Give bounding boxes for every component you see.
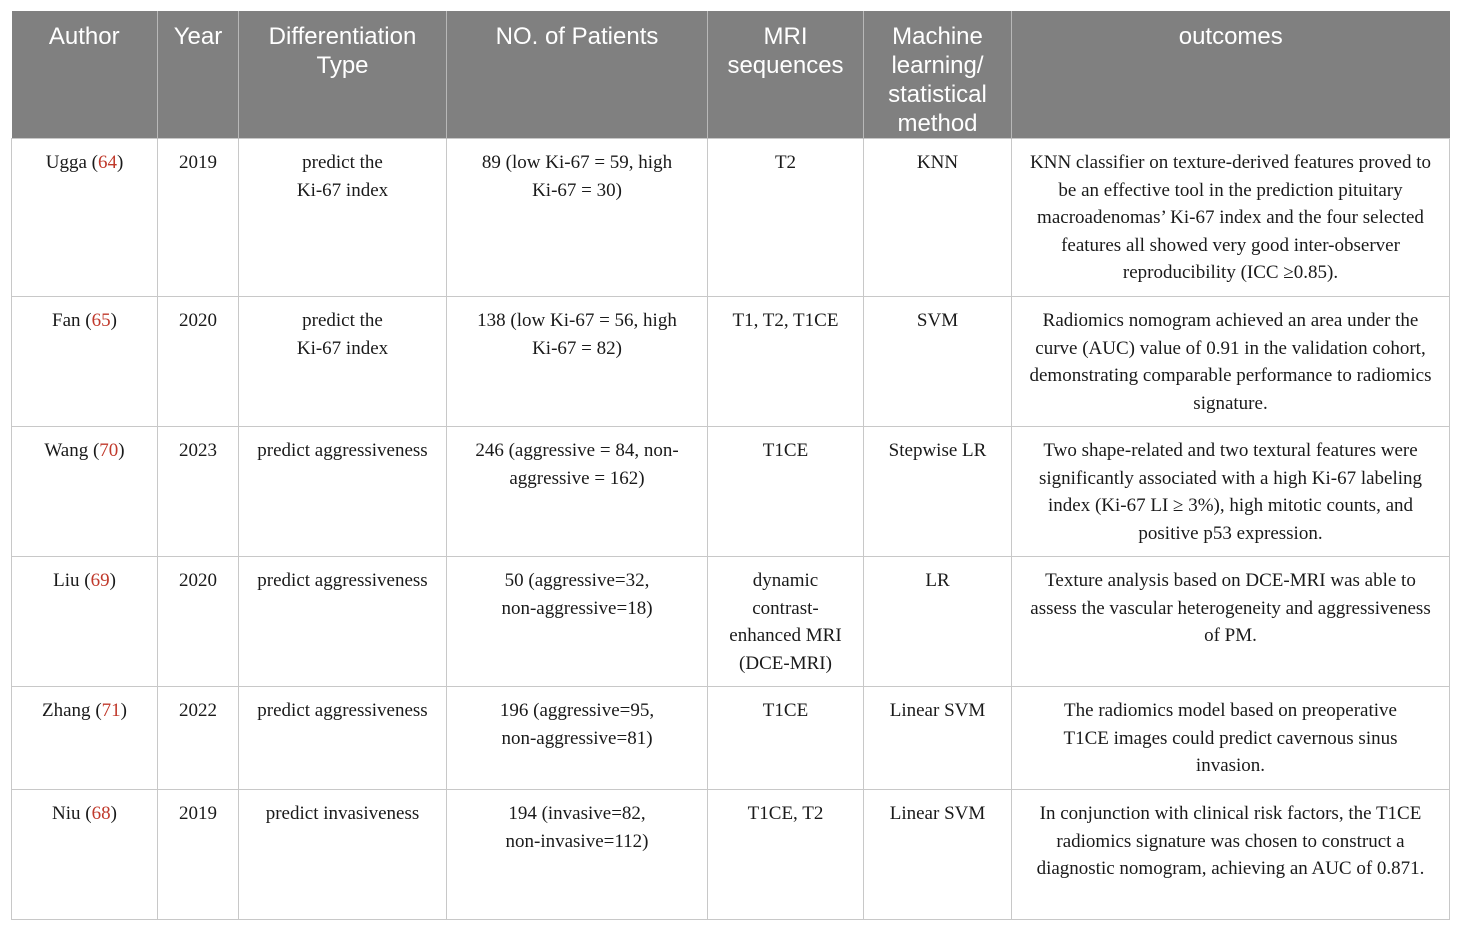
header-year: Year: [158, 11, 239, 139]
author-cell: Wang (70): [12, 427, 158, 557]
patients-cell: 89 (low Ki-67 = 59, high Ki-67 = 30): [447, 139, 708, 297]
study-table: [11, 11, 1450, 920]
table-row: [12, 557, 1450, 687]
year-cell: 2020: [158, 557, 239, 687]
reference-link[interactable]: 65: [91, 310, 111, 331]
outcome-cell: In conjunction with clinical risk factors, the T1CE radiomics signature was chosen to construct a diagnostic nomogram, achieving an AUC of 0.871.: [1012, 790, 1450, 920]
type-cell: predict the Ki-67 index: [239, 139, 447, 297]
author-name: Liu: [53, 570, 80, 591]
year-cell: 2019: [158, 790, 239, 920]
author-cell: Zhang (71): [12, 687, 158, 790]
patients-cell: 138 (low Ki-67 = 56, high Ki-67 = 82): [447, 297, 708, 427]
method-cell: KNN: [864, 139, 1012, 297]
outcome-cell: Texture analysis based on DCE-MRI was able to assess the vascular heterogeneity and aggressiveness of PM.: [1012, 557, 1450, 687]
header-outcomes: outcomes: [1012, 11, 1450, 139]
header-no-of-patients: NO. of Patients: [447, 11, 708, 139]
patients-cell: 196 (aggressive=95, non-aggressive=81): [447, 687, 708, 790]
method-cell: Linear SVM: [864, 687, 1012, 790]
table-row: [12, 427, 1450, 557]
author-name: Fan: [52, 310, 81, 331]
header-method: Machine learning/ statistical method: [864, 11, 1012, 139]
method-cell: Linear SVM: [864, 790, 1012, 920]
mri-cell: T2: [708, 139, 864, 297]
mri-cell: T1CE: [708, 427, 864, 557]
author-cell: Ugga (64): [12, 139, 158, 297]
author-name: Wang: [44, 440, 89, 461]
method-cell: LR: [864, 557, 1012, 687]
header-author: Author: [12, 11, 158, 139]
reference-link[interactable]: 68: [91, 803, 111, 824]
author-name: Ugga: [45, 152, 87, 173]
table-row: [12, 297, 1450, 427]
mri-cell: dynamic contrast-enhanced MRI (DCE-MRI): [708, 557, 864, 687]
author-name: Zhang: [42, 700, 91, 721]
author-name: Niu: [52, 803, 81, 824]
type-cell: predict aggressiveness: [239, 427, 447, 557]
method-cell: Stepwise LR: [864, 427, 1012, 557]
reference-link[interactable]: 71: [101, 700, 121, 721]
outcome-cell: Two shape-related and two textural features were significantly associated with a high Ki-67 labeling index (Ki-67 LI ≥ 3%), high mitotic counts, and positive p53 expression.: [1012, 427, 1450, 557]
reference-link[interactable]: 69: [90, 570, 110, 591]
year-cell: 2020: [158, 297, 239, 427]
reference-link[interactable]: 64: [97, 152, 117, 173]
table-row: [12, 687, 1450, 790]
author-cell: Niu (68): [12, 790, 158, 920]
type-cell: predict the Ki-67 index: [239, 297, 447, 427]
header-differentiation-type: Differentiation Type: [239, 11, 447, 139]
outcome-cell: KNN classifier on texture-derived features proved to be an effective tool in the prediction pituitary macroadenomas’ Ki-67 index and the four selected features all showed very good inter-observer reproducibility (ICC ≥0.85).: [1012, 139, 1450, 297]
outcome-cell: The radiomics model based on preoperative T1CE images could predict cavernous sinus invasion.: [1012, 687, 1450, 790]
year-cell: 2022: [158, 687, 239, 790]
table-row: [12, 790, 1450, 920]
patients-cell: 246 (aggressive = 84, non-aggressive = 162): [447, 427, 708, 557]
type-cell: predict invasiveness: [239, 790, 447, 920]
patients-cell: 50 (aggressive=32, non-aggressive=18): [447, 557, 708, 687]
method-cell: SVM: [864, 297, 1012, 427]
year-cell: 2019: [158, 139, 239, 297]
mri-cell: T1CE: [708, 687, 864, 790]
year-cell: 2023: [158, 427, 239, 557]
header-row: [12, 11, 1450, 139]
outcome-cell: Radiomics nomogram achieved an area under the curve (AUC) value of 0.91 in the validation cohort, demonstrating comparable performance to radiomics signature.: [1012, 297, 1450, 427]
type-cell: predict aggressiveness: [239, 557, 447, 687]
mri-cell: T1CE, T2: [708, 790, 864, 920]
reference-link[interactable]: 70: [99, 440, 119, 461]
header-mri-sequences: MRI sequences: [708, 11, 864, 139]
table-row: [12, 139, 1450, 297]
patients-cell: 194 (invasive=82, non-invasive=112): [447, 790, 708, 920]
type-cell: predict aggressiveness: [239, 687, 447, 790]
mri-cell: T1, T2, T1CE: [708, 297, 864, 427]
author-cell: Fan (65): [12, 297, 158, 427]
author-cell: Liu (69): [12, 557, 158, 687]
